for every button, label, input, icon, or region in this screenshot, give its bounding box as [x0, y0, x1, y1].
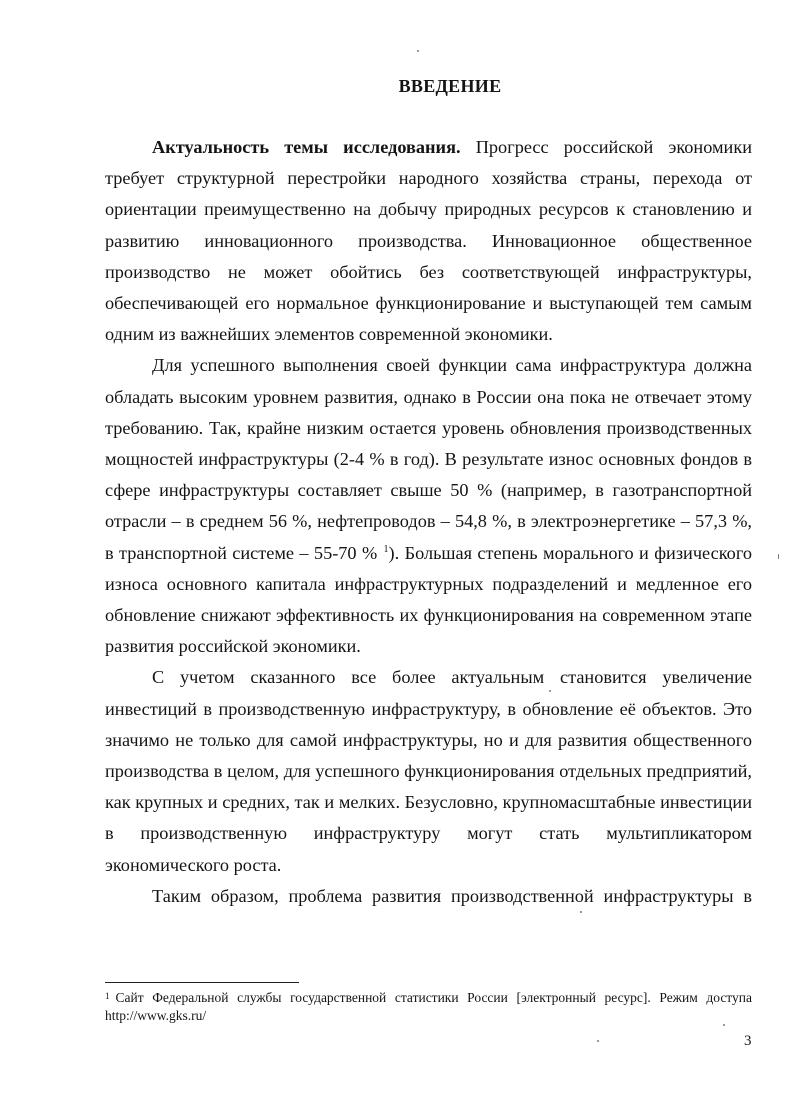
scan-speck	[549, 690, 551, 692]
page-number: 3	[744, 1033, 752, 1049]
paragraph-text: С учетом сказанного все более актуальным становится увеличение инвестиций в производственную инфраструктуру, в обновление её объектов. Это значимо не только для самой инфраструктуры, но и для развития общественного производства в целом, для успешного функционирования отдельных предприятий, как крупных и средних, так и мелких. Безусловно, крупномасштабные инвестиции в производственную инфраструктуру могут стать мультипликатором экономического роста.	[105, 667, 752, 875]
paragraph-conclusion	[105, 881, 752, 912]
scan-speck	[417, 50, 419, 52]
body-text	[105, 132, 752, 912]
footnote-text: Сайт Федеральной службы государственной статистики России [электронный ресурс]. Режим доступа http://www.gks.ru/	[105, 990, 752, 1023]
paragraph-text: Таким образом, проблема развития производственной инфраструктуры в	[152, 885, 752, 906]
paragraph-investments	[105, 662, 752, 880]
paragraph-text: ). Большая степень морального и физического износа основного капитала инфраструктурных подразделений и медленное его обновление снижают эффективность их функционирования на современном этапе развития российской экономики.	[105, 542, 752, 657]
footnote-divider	[105, 982, 299, 983]
scan-speck	[580, 911, 582, 913]
footnote	[105, 989, 752, 1025]
relevance-heading: Актуальность темы исследования.	[152, 137, 461, 157]
page-title: ВВЕДЕНИЕ	[398, 76, 502, 96]
paragraph-infrastructure-wear	[105, 350, 752, 662]
footnote-reference: 1	[383, 543, 389, 555]
scan-speck	[723, 1024, 725, 1026]
footnote-mark: 1	[105, 991, 110, 1001]
scan-speck	[778, 554, 779, 559]
paragraph-text: Для успешного выполнения своей функции сама инфраструктура должна обладать высоким уровнем развития, однако в России она пока не отвечает этому требованию. Так, крайне низким остается уровень обновления производственных мощностей инфраструктуры (2-4 % в год). В результате износ основных фондов в сфере инфраструктуры составляет свыше 50 % (например, в газотранспортной отрасли – в среднем 56 %, нефтепроводов – 54,8 %, в электроэнергетике – 57,3 %, в транспортной системе – 55-70 %	[105, 355, 752, 563]
scan-speck	[597, 1040, 599, 1042]
paragraph-relevance	[105, 132, 752, 350]
paragraph-text: Прогресс российской экономики требует структурной перестройки народного хозяйства страны, перехода от ориентации преимущественно на добычу природных ресурсов к становлению и развитию инновационного производства. Инновационное общественное производство не может обойтись без соответствующей инфраструктуры, обеспечивающей его нормальное функционирование и выступающей тем самым одним из важнейших элементов современной экономики.	[105, 137, 753, 345]
